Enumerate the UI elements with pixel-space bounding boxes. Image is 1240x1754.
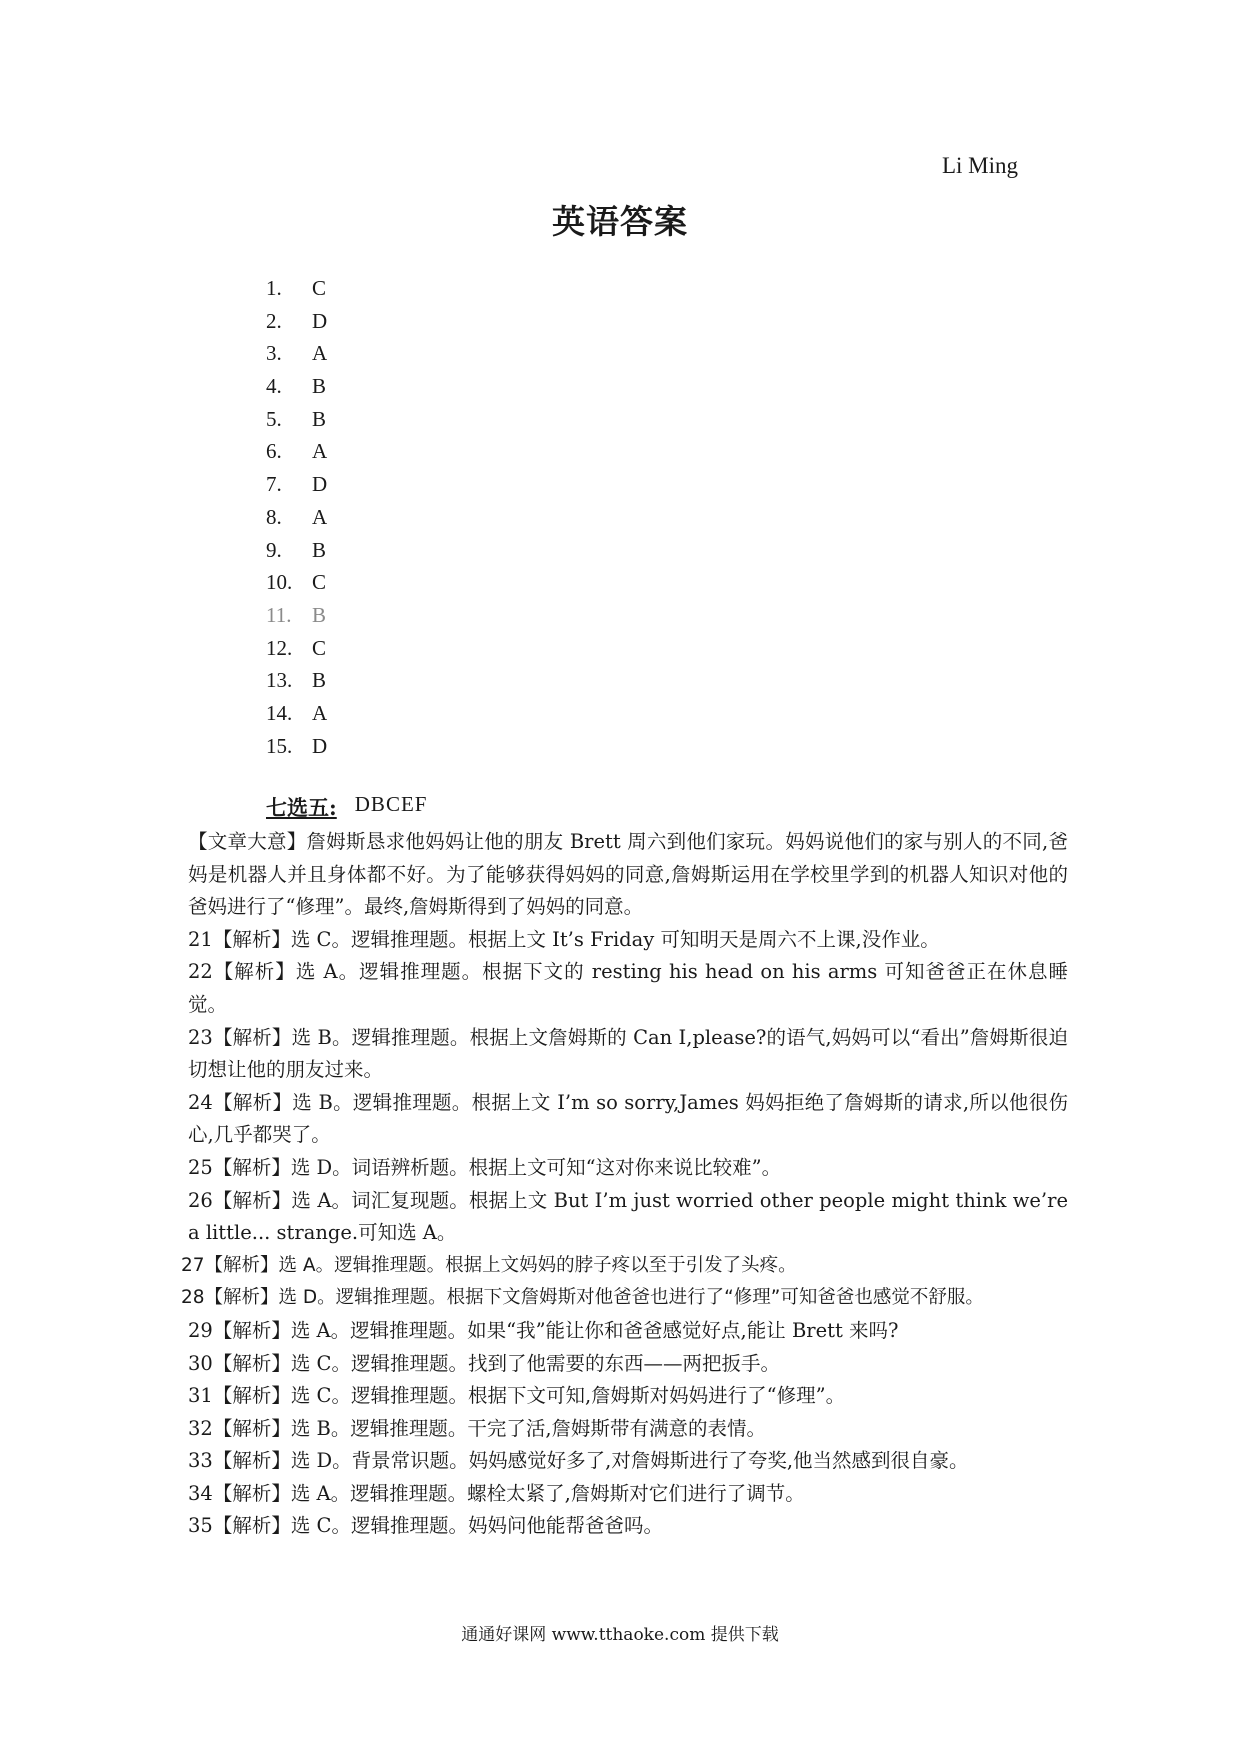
author-name: Li Ming <box>941 153 1018 178</box>
explanation-item <box>181 1250 1068 1283</box>
explanation-item <box>188 1348 1068 1381</box>
footer-credit: 通通好课网 www.tthaoke.com 提供下载 <box>461 1625 779 1645</box>
answer-row <box>266 501 327 534</box>
answer-choice: D <box>312 472 328 497</box>
explanation-text: 选 D。背景常识题。妈妈感觉好多了,对詹姆斯进行了夸奖,他当然感到很自豪。 <box>290 1449 969 1473</box>
answer-number: 9 . <box>266 534 312 567</box>
explanation-lead: 23【解析】 <box>188 1025 292 1049</box>
answer-choice: B <box>312 668 327 693</box>
answer-row <box>266 599 327 632</box>
explanation-text: 选 A。逻辑推理题。根据上文妈妈的脖子疼以至于引发了头疼。 <box>278 1254 797 1276</box>
answer-choice: A <box>312 341 328 366</box>
answer-row <box>266 337 327 370</box>
seven-five-label: 七选五: <box>266 795 337 820</box>
answer-row <box>266 730 327 763</box>
answer-choice: A <box>312 700 328 725</box>
answer-row <box>266 632 327 665</box>
explanation-lead: 28【解析】 <box>181 1287 279 1309</box>
answer-number: 3 . <box>266 337 312 370</box>
answer-list <box>266 272 327 762</box>
explanation-item <box>188 1087 1068 1152</box>
answer-row <box>266 664 327 697</box>
explanation-lead: 32【解析】 <box>188 1416 291 1440</box>
answer-choice: A <box>312 504 328 529</box>
explanation-lead: 34【解析】 <box>188 1481 291 1505</box>
explanation-lead: 30【解析】 <box>188 1351 291 1375</box>
answer-row <box>266 435 327 468</box>
explanation-item <box>188 1445 1068 1478</box>
answer-number: 4 . <box>266 370 312 403</box>
explanation-item <box>188 1478 1068 1511</box>
seven-five-value: DBCEF <box>354 792 428 816</box>
explanation-text: 选 B。逻辑推理题。根据上文 I’m so sorry,James 妈妈拒绝了詹姆斯的请求,所以他很伤心,几乎都哭了。 <box>188 1090 1068 1147</box>
answer-number: 7 . <box>266 468 312 501</box>
answer-choice: D <box>312 733 328 758</box>
explanation-text: 选 A。词汇复现题。根据上文 But I’m just worried other people might think we’re a little... strange.可知选 A。 <box>188 1188 1068 1245</box>
explanation-lead: 25【解析】 <box>188 1155 291 1179</box>
explanation-lead: 26【解析】 <box>188 1188 292 1212</box>
answer-row <box>266 697 327 730</box>
answer-number: 14 . <box>266 697 312 730</box>
answer-choice: C <box>312 635 327 660</box>
explanation-text: 选 C。逻辑推理题。妈妈问他能帮爸爸吗。 <box>290 1514 663 1538</box>
answer-row <box>266 305 327 338</box>
answer-choice: B <box>312 537 327 562</box>
answer-number: 2 . <box>266 305 312 338</box>
answer-number: 12 . <box>266 632 312 665</box>
answer-number: 1 . <box>266 272 312 305</box>
answer-choice: B <box>312 406 327 431</box>
answer-number: 13 . <box>266 664 312 697</box>
page-title: 英语答案 <box>552 202 688 241</box>
explanation-text: 选 C。逻辑推理题。根据上文 It’s Friday 可知明天是周六不上课,没作业。 <box>290 927 940 951</box>
explanation-lead: 29【解析】 <box>188 1318 291 1342</box>
explanation-text: 选 B。逻辑推理题。干完了活,詹姆斯带有满意的表情。 <box>290 1416 767 1440</box>
explanation-lead: 31【解析】 <box>188 1384 291 1408</box>
answer-choice: B <box>312 374 327 399</box>
explanation-item <box>188 924 1068 957</box>
answer-number: 11 . <box>266 599 312 632</box>
answer-row <box>266 403 327 436</box>
explanation-lead: 24【解析】 <box>188 1090 293 1114</box>
explanation-text: 选 A。逻辑推理题。螺栓太紧了,詹姆斯对它们进行了调节。 <box>290 1481 805 1505</box>
answer-row <box>266 272 327 305</box>
explanation-item <box>181 1282 1068 1315</box>
explanation-item <box>188 1152 1068 1185</box>
explanation-item <box>188 1022 1068 1087</box>
seven-five-answer <box>266 792 427 822</box>
explanation-item <box>188 1510 1068 1543</box>
answer-number: 15 . <box>266 730 312 763</box>
answer-row <box>266 534 327 567</box>
answer-choice: A <box>312 439 328 464</box>
explanations <box>181 826 1068 1543</box>
explanation-lead: 35【解析】 <box>188 1514 291 1538</box>
explanation-text: 选 B。逻辑推理题。根据上文詹姆斯的 Can I,please?的语气,妈妈可以“看出”詹姆斯很迫切想让他的朋友过来。 <box>188 1025 1068 1082</box>
explanation-text: 选 A。逻辑推理题。如果“我”能让你和爸爸感觉好点,能让 Brett 来吗? <box>290 1318 899 1342</box>
explanation-lead: 27【解析】 <box>181 1254 279 1276</box>
explanation-text: 选 D。逻辑推理题。根据下文詹姆斯对他爸爸也进行了“修理”可知爸爸也感觉不舒服。 <box>278 1287 984 1309</box>
answer-choice: C <box>312 570 327 595</box>
explanation-item <box>188 956 1068 1021</box>
explanation-text: 选 A。逻辑推理题。根据下文的 resting his head on his arms 可知爸爸正在休息睡觉。 <box>188 960 1068 1016</box>
explanation-text: 选 D。词语辨析题。根据上文可知“这对你来说比较难”。 <box>290 1155 782 1179</box>
explanation-item <box>188 1380 1068 1413</box>
answer-number: 8 . <box>266 501 312 534</box>
answer-row <box>266 566 327 599</box>
article-summary <box>188 826 1068 924</box>
answer-number: 5 . <box>266 403 312 436</box>
answer-choice: B <box>312 602 327 627</box>
answer-choice: C <box>312 276 327 300</box>
explanation-lead: 【文章大意】 <box>188 830 307 853</box>
answer-row <box>266 468 327 501</box>
answer-number: 6 . <box>266 435 312 468</box>
explanation-lead: 33【解析】 <box>188 1449 291 1473</box>
explanation-item <box>188 1315 1068 1348</box>
explanation-text: 选 C。逻辑推理题。根据下文可知,詹姆斯对妈妈进行了“修理”。 <box>290 1384 846 1408</box>
explanation-lead: 22【解析】 <box>188 960 296 984</box>
answer-number: 10 . <box>266 566 312 599</box>
explanation-item <box>188 1413 1068 1446</box>
explanation-item <box>188 1185 1068 1250</box>
explanation-lead: 21【解析】 <box>188 927 291 951</box>
explanation-text: 选 C。逻辑推理题。找到了他需要的东西——两把扳手。 <box>290 1351 780 1375</box>
answer-choice: D <box>312 308 328 333</box>
explanation-text: 詹姆斯恳求他妈妈让他的朋友 Brett 周六到他们家玩。妈妈说他们的家与别人的不同,爸妈是机器人并且身体都不好。为了能够获得妈妈的同意,詹姆斯运用在学校里学到的机器人知识对他的爸妈进行了“修理”。最终,詹姆斯得到了妈妈的同意。 <box>188 830 1068 919</box>
answer-row <box>266 370 327 403</box>
